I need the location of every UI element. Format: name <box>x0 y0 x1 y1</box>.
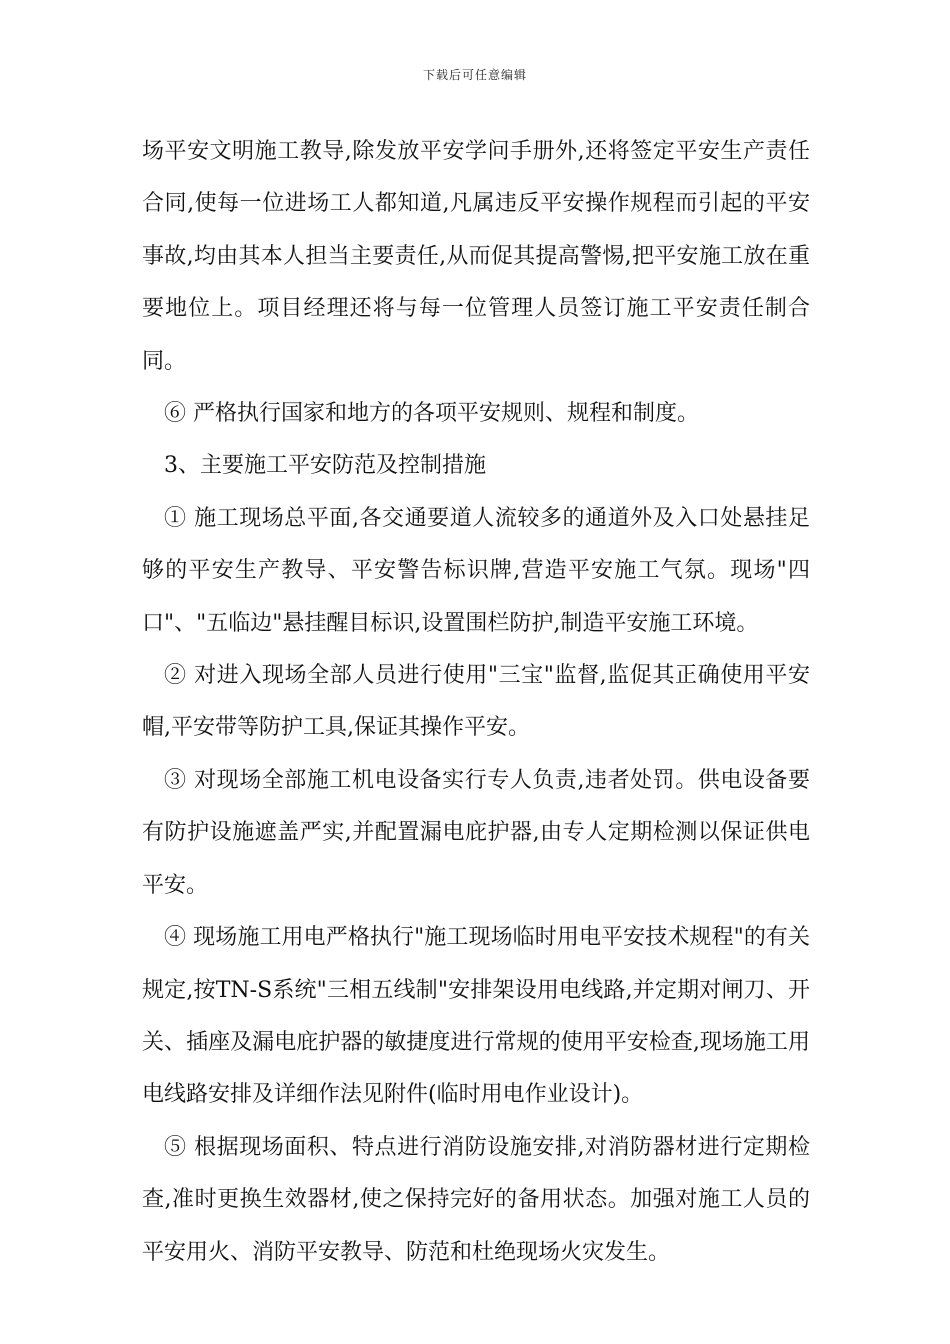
page-header-note: 下载后可任意编辑 <box>422 68 527 82</box>
section-heading-3: 3、主要施工平安防范及控制措施 <box>164 453 486 479</box>
paragraph-item-4: ④ 现场施工用电严格执行"施工现场临时用电平安技术规程"的有关规定,按TN-S系统"三相五线制"安排架设用电线路,并定期对闸刀、开关、插座及漏电庇护器的敏捷度进行常规的使用平安检查,现场施工用电线路安排及详细作法见附件(临时用电作业设计)。 <box>142 925 810 1108</box>
document-body <box>142 126 810 1279</box>
paragraph-item-2: ② 对进入现场全部人员进行使用"三宝"监督,监促其正确使用平安帽,平安带等防护工具,保证其操作平安。 <box>142 663 810 741</box>
paragraph-item-6: ⑥ 严格执行国家和地方的各项平安规则、规程和制度。 <box>164 401 699 427</box>
paragraph-item-5: ⑤ 根据现场面积、特点进行消防设施安排,对消防器材进行定期检查,准时更换生效器材,使之保持完好的备用状态。加强对施工人员的平安用火、消防平安教导、防范和杜绝现场火灾发生。 <box>142 1134 810 1265</box>
paragraph-contract: 场平安文明施工教导,除发放平安学问手册外,还将签定平安生产责任合同,使每一位进场工人都知道,凡属违反平安操作规程而引起的平安事故,均由其本人担当主要责任,从而促其提高警惕,把平安施工放在重要地位上。项目经理还将与每一位管理人员签订施工平安责任制合同。 <box>142 139 810 374</box>
paragraph-item-3: ③ 对现场全部施工机电设备实行专人负责,违者处罚。供电设备要有防护设施遮盖严实,并配置漏电庇护器,由专人定期检测以保证供电平安。 <box>142 767 810 898</box>
paragraph-item-1: ① 施工现场总平面,各交通要道人流较多的通道外及入口处悬挂足够的平安生产教导、平安警告标识牌,营造平安施工气氛。现场"四口"、"五临边"悬挂醒目标识,设置围栏防护,制造平安施工环境。 <box>142 505 810 636</box>
